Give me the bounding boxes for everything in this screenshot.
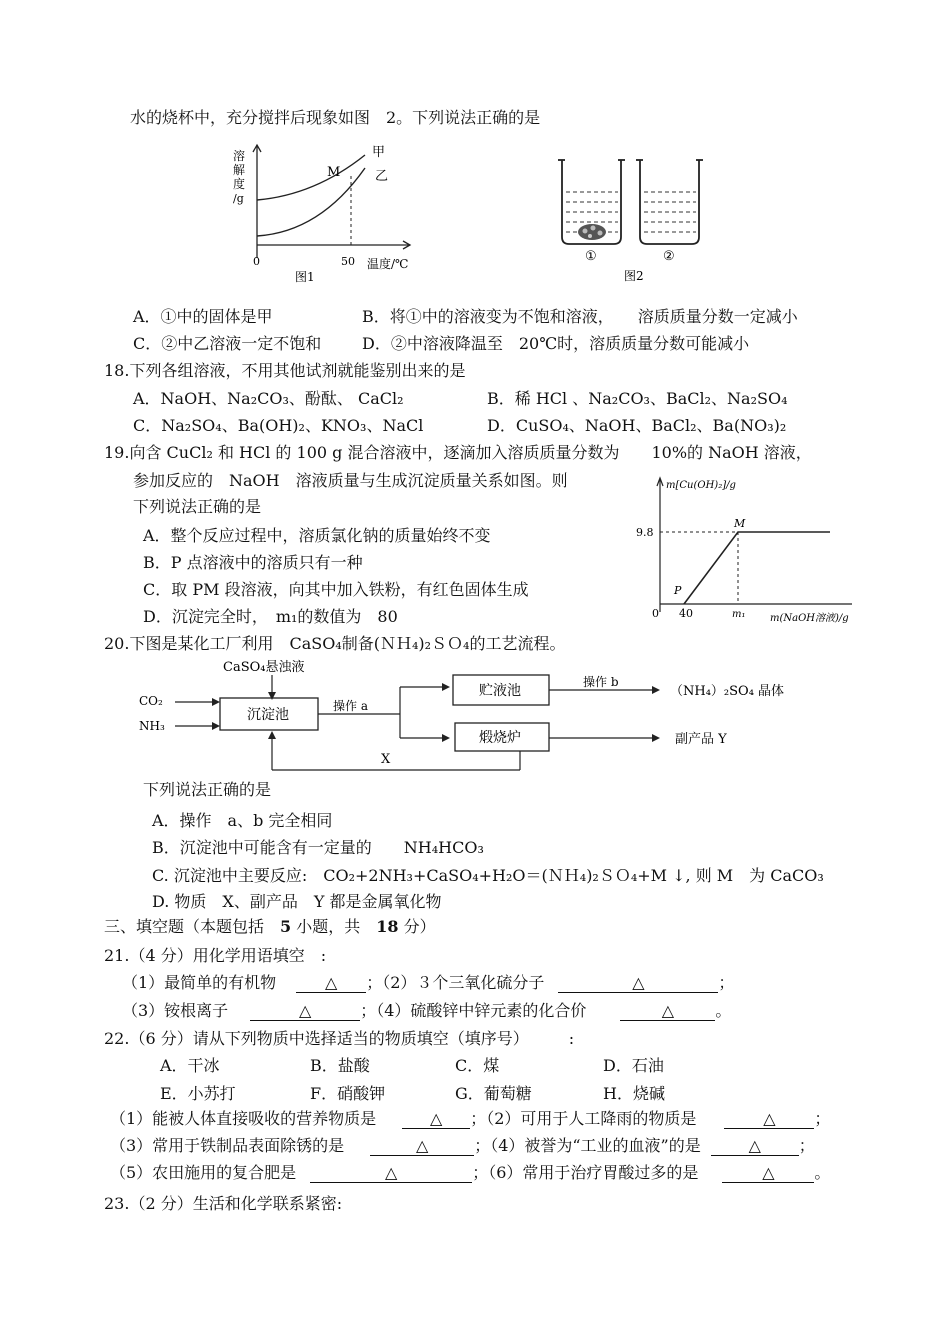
tick-40-label: 40 (679, 607, 693, 620)
point-m-label: M (327, 165, 341, 180)
x-label: X (381, 752, 391, 767)
tick-9.8-label: 9.8 (636, 526, 654, 539)
section-3-heading (104, 917, 436, 937)
q19-option-b: B．P 点溶液中的溶质只有一种 (143, 553, 363, 572)
q21-part-1: （1）最简单的有机物 (122, 973, 277, 992)
q22-blank-5[interactable]: △ (310, 1164, 472, 1183)
operation-a-label: 操作 a (333, 699, 368, 713)
section-3-post: 分） (398, 917, 436, 936)
q19-option-d: D．沉淀完全时， m₁的数值为 80 (143, 607, 398, 626)
q22-line-1 (110, 1109, 830, 1129)
fig1-caption: 图1 (295, 270, 315, 284)
q21-part-4: ；（4）硫酸锌中锌元素的化合价 (360, 1001, 587, 1020)
section-3-pre: 三、填空题（本题包括 (104, 917, 281, 936)
q19-stem-3: 下列说法正确的是 (133, 497, 262, 516)
q20-option-c: C. 沉淀池中主要反应: CO₂+2NH₃+CaSO₄+H₂O＝(ＮＨ₄)₂ＳＯ₄+M ↓, 则 M 为 CaCO₃ (152, 866, 824, 885)
q19-option-a: A．整个反应过程中，溶质氯化钠的质量始终不变 (143, 526, 491, 545)
curve-yi-label: 乙 (375, 169, 389, 184)
q22-choice-h: H．烧碱 (603, 1084, 665, 1103)
q17-option-b: B．将①中的溶液变为不饱和溶液， 溶质质量分数一定减小 (362, 307, 798, 326)
origin-label: 0 (253, 255, 260, 268)
q21-period: 。 (715, 1001, 732, 1020)
precipitate-graph (630, 472, 860, 627)
beaker-1-label: ① (585, 249, 597, 264)
furnace-label: 煅烧炉 (479, 730, 521, 746)
q22-line-2 (110, 1136, 815, 1156)
q21-blank-1[interactable]: △ (296, 974, 366, 993)
beaker-2-label: ② (663, 249, 675, 264)
q21-semicolon: ； (718, 973, 735, 992)
co2-label: CO₂ (139, 694, 163, 708)
yaxis-label: m[Cu(OH)₂]/g (666, 480, 736, 491)
q20-option-b: B．沉淀池中可能含有一定量的 NH₄HCO₃ (152, 838, 484, 857)
q18-stem: 18.下列各组溶液，不用其他试剂就能鉴别出来的是 (104, 361, 466, 380)
q22-part-4: ；（4）被誉为“工业的血液”的是 (474, 1136, 701, 1155)
fig2-caption: 图2 (624, 269, 644, 283)
q22-part-2: ；（2）可用于人工降雨的物质是 (470, 1109, 697, 1128)
q22-period: 。 (814, 1163, 831, 1182)
q22-part-3: （3）常用于铁制品表面除锈的是 (110, 1136, 345, 1155)
nh3-label: NH₃ (139, 719, 165, 733)
process-flow-diagram (135, 655, 835, 775)
q22-blank-3[interactable]: △ (370, 1137, 474, 1156)
q22-line-3 (110, 1163, 830, 1183)
operation-b-label: 操作 b (583, 675, 619, 689)
q20-stem-2: 下列说法正确的是 (143, 780, 272, 799)
q22-choice-g: G．葡萄糖 (455, 1084, 532, 1103)
q21-blank-3[interactable]: △ (250, 1002, 360, 1021)
tick-50-label: 50 (341, 255, 355, 268)
xaxis-label: m(NaOH溶液)/g (770, 613, 849, 624)
q22-blank-2[interactable]: △ (724, 1110, 814, 1129)
q17-option-a: A．①中的固体是甲 (133, 307, 273, 326)
storage-label: 贮液池 (479, 683, 521, 699)
q18-option-d: D．CuSO₄、NaOH、BaCl₂、Ba(NO₃)₂ (487, 416, 787, 435)
q21-line-2 (122, 1001, 731, 1021)
q20-option-d: D. 物质 X、副产品 Y 都是金属氧化物 (152, 892, 442, 911)
q22-blank-6[interactable]: △ (722, 1164, 814, 1183)
xaxis-label: 温度/℃ (367, 257, 409, 271)
byproduct-label: 副产品 Y (675, 732, 727, 747)
tick-m1-label: m₁ (732, 609, 746, 620)
q22-blank-4[interactable]: △ (711, 1137, 799, 1156)
q21-part-3: （3）铵根离子 (122, 1001, 229, 1020)
q22-choice-a: A．干冰 (160, 1056, 220, 1075)
ylabel-char-2: 解 (233, 163, 246, 177)
q21-part-2: ；（2）３个三氧化硫分子 (366, 973, 545, 992)
feed-label: CaSO₄悬浊液 (223, 660, 305, 675)
q22-choice-c: C．煤 (455, 1056, 500, 1075)
q21-blank-4[interactable]: △ (620, 1002, 715, 1021)
q21-blank-2[interactable]: △ (558, 974, 718, 993)
q22-choice-e: E．小苏打 (160, 1084, 236, 1103)
q22-part-1: （1）能被人体直接吸收的营养物质是 (110, 1109, 377, 1128)
q17-option-d: D．②中溶液降温至 20℃时，溶质质量分数可能减小 (362, 334, 750, 353)
q17-option-c: C．②中乙溶液一定不饱和 (133, 334, 322, 353)
q22-semicolon-2: ； (798, 1136, 815, 1155)
point-m-label: M (734, 517, 746, 530)
point-p-label: P (674, 584, 682, 597)
curve-jia-label: 甲 (372, 145, 386, 160)
q22-choice-b: B．盐酸 (310, 1056, 370, 1075)
q22-choice-f: F．硝酸钾 (310, 1084, 386, 1103)
beaker-2 (636, 160, 703, 244)
beaker-1 (558, 160, 625, 244)
section-3-score: 18 (376, 917, 399, 936)
q17-intro: 水的烧杯中，充分搅拌后现象如图 2。下列说法正确的是 (130, 108, 541, 127)
q22-stem: 22.（6 分）请从下列物质中选择适当的物质填空（填序号） : (104, 1029, 575, 1048)
q20-option-a: A．操作 a、b 完全相同 (152, 811, 333, 830)
q22-choice-d: D．石油 (603, 1056, 664, 1075)
solubility-graph (225, 140, 425, 285)
origin-label: 0 (652, 607, 659, 620)
tank-label: 沉淀池 (247, 707, 289, 723)
beakers-figure (552, 152, 712, 284)
q18-option-c: C．Na₂SO₄、Ba(OH)₂、KNO₃、NaCl (133, 416, 424, 435)
q21-line-1 (122, 973, 734, 993)
q22-part-5: （5）农田施用的复合肥是 (110, 1163, 297, 1182)
q21-stem: 21.（4 分）用化学用语填空 : (104, 946, 327, 965)
ylabel-char-3: 度 (233, 177, 246, 191)
q20-stem: 20.下图是某化工厂利用 CaSO₄制备(ＮＨ₄)₂ＳＯ₄的工艺流程。 (104, 634, 566, 653)
q22-semicolon-1: ； (814, 1109, 831, 1128)
section-3-count: 5 (280, 917, 292, 936)
q22-part-6: ；（6）常用于治疗胃酸过多的是 (472, 1163, 699, 1182)
q19-stem-2: 参加反应的 NaOH 溶液质量与生成沉淀质量关系如图。则 (133, 471, 568, 490)
q23-stem: 23.（2 分）生活和化学联系紧密: (104, 1194, 343, 1213)
q22-blank-1[interactable]: △ (402, 1110, 470, 1129)
ylabel-char-4: /g (233, 192, 244, 205)
q18-option-a: A．NaOH、Na₂CO₃、酚酞、 CaCl₂ (133, 389, 404, 408)
section-3-mid: 小题，共 (291, 917, 377, 936)
q19-option-c: C．取 PM 段溶液，向其中加入铁粉，有红色固体生成 (143, 580, 529, 599)
q19-stem-1: 19.向含 CuCl₂ 和 HCl 的 100 g 混合溶液中，逐滴加入溶质质量分数为 10%的 NaOH 溶液， (104, 443, 812, 462)
ylabel-char-1: 溶 (233, 149, 246, 163)
q18-option-b: B．稀 HCl 、Na₂CO₃、BaCl₂、Na₂SO₄ (487, 389, 788, 408)
product-label: （NH₄）₂SO₄ 晶体 (670, 684, 785, 699)
